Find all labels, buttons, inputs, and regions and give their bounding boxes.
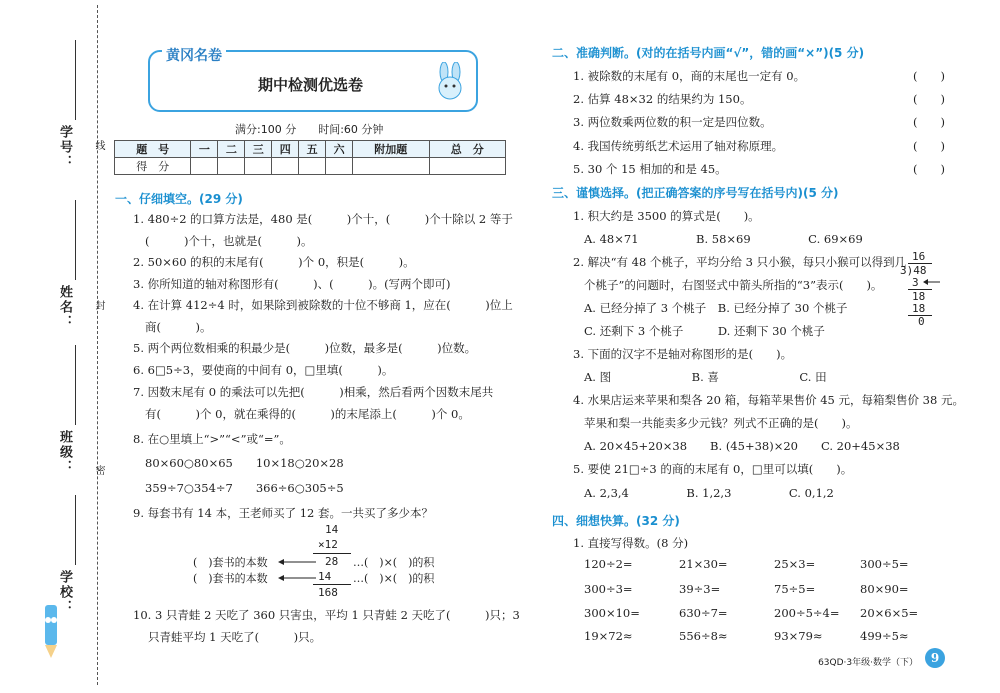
sec1-line: 商( )。: [145, 320, 212, 334]
sec3-line: 1. 积大约是 3500 的算式是( )。: [573, 209, 760, 223]
score-cell: 附加题: [353, 141, 429, 158]
sec3-line: A. 20×45+20×38 B. (45+38)×20 C. 20+45×38: [584, 439, 900, 453]
sec3-line: A. 已经分掉了 3 个桃子 B. 已经分掉了 30 个桃子: [584, 301, 848, 315]
student-id-line: [75, 40, 76, 120]
div-calc-row: 18: [912, 302, 926, 315]
calc-item: 20×6×5=: [860, 606, 919, 620]
sec1-line: ( )个十，也就是( )。: [145, 234, 313, 248]
score-input-cell[interactable]: [245, 158, 272, 175]
score-value-row: [115, 158, 506, 175]
cut-mark-seal: 封: [93, 300, 104, 310]
answer-paren[interactable]: ( ): [913, 115, 945, 129]
section-1-title: 一、仔细填空。(29 分): [115, 192, 243, 206]
class-line: [75, 345, 76, 425]
exam-meta: 满分:100 分 时间:60 分钟: [235, 123, 384, 136]
q9-right-2: …( )×( )的积: [353, 572, 435, 585]
pencil-mascot-icon: [36, 600, 66, 660]
score-cell: 五: [299, 141, 326, 158]
div-calc-row: 16: [912, 250, 926, 263]
sec1-line: 359÷7○354÷7 366÷6○305÷5: [145, 481, 344, 495]
school-label: 学校：: [57, 570, 72, 615]
q9-label-1: ( )套书的本数: [193, 556, 268, 569]
calc-item: 25×3=: [774, 557, 816, 571]
score-cell: 四: [272, 141, 299, 158]
sec1-line: 8. 在○里填上“>”“<”或“=”。: [133, 432, 291, 446]
answer-paren[interactable]: ( ): [913, 69, 945, 83]
calc-item: 21×30=: [679, 557, 728, 571]
score-cell: 六: [326, 141, 353, 158]
div-calc-row: 0: [918, 315, 925, 328]
score-input-cell[interactable]: [326, 158, 353, 175]
school-line: [75, 495, 76, 565]
q9-calc-row: 14: [325, 523, 339, 536]
sec4-sub: 1. 直接写得数。(8 分): [573, 536, 689, 550]
div-calc-row: 3)48: [900, 264, 927, 277]
brand-logo: 黄冈名卷: [162, 45, 226, 65]
sec3-line: A. 2,3,4 B. 1,2,3 C. 0,1,2: [584, 486, 834, 500]
calc-item: 80×90=: [860, 582, 909, 596]
sec1-line: 2. 50×60 的积的末尾有( )个 0，积是( )。: [133, 255, 415, 269]
calc-item: 300×10=: [584, 606, 640, 620]
calc-item: 300÷5=: [860, 557, 909, 571]
sec1-line: 有( )个 0，就在乘得的( )的末尾添上( )个 0。: [145, 407, 470, 421]
sec3-line: A. 图 B. 喜 C. 田: [584, 370, 827, 384]
calc-item: 39÷3=: [679, 582, 721, 596]
div-calc-row: 3: [912, 276, 919, 289]
score-cell: 总 分: [429, 141, 506, 158]
sec3-line: 苹果和梨一共能卖多少元钱？列式不正确的是( )。: [584, 416, 858, 430]
section-4-title: 四、细想快算。(32 分): [552, 514, 680, 528]
sec1-line: 10. 3 只青蛙 2 天吃了 360 只害虫，平均 1 只青蛙 2 天吃了( )只；3: [133, 608, 520, 622]
q9-arrows: [278, 556, 318, 584]
answer-paren[interactable]: ( ): [913, 92, 945, 106]
score-cell: 得 分: [115, 158, 191, 175]
score-input-cell[interactable]: [353, 158, 429, 175]
q9-calc-row: ×12: [318, 538, 338, 551]
score-cell: 题 号: [115, 141, 191, 158]
page-title: 期中检测优选卷: [258, 76, 364, 94]
sec1-line: 7. 因数末尾有 0 的乘法可以先把( )相乘，然后看两个因数末尾共: [133, 385, 494, 399]
score-input-cell[interactable]: [429, 158, 506, 175]
q9-calc-row: 28: [325, 555, 339, 568]
sec1-line: 1. 480÷2 的口算方法是，480 是( )个十，( )个十除以 2 等于: [133, 212, 513, 226]
sec3-line: 4. 水果店运来苹果和梨各 20 箱，每箱苹果售价 45 元，每箱梨售价 38 元。: [573, 393, 964, 407]
arrow-icon: [922, 276, 940, 288]
bunny-mascot-icon: [430, 62, 472, 106]
footer-text: 63QD·3年级·数学（下）: [818, 658, 918, 668]
sec1-line: 5. 两个两位数相乘的积最少是( )位数，最多是( )位数。: [133, 341, 477, 355]
sec2-item: 2. 估算 48×32 的结果约为 150。: [573, 92, 752, 106]
answer-paren[interactable]: ( ): [913, 139, 945, 153]
sec1-line: 6. 6□5÷3，要使商的中间有 0，□里填( )。: [133, 363, 394, 377]
sec1-line: 4. 在计算 412÷4 时，如果除到被除数的十位不够商 1，应在( )位上: [133, 298, 513, 312]
score-input-cell[interactable]: [272, 158, 299, 175]
sec2-item: 3. 两位数乘两位数的积一定是四位数。: [573, 115, 772, 129]
score-input-cell[interactable]: [218, 158, 245, 175]
q9-calc-rule: [313, 553, 351, 554]
sec2-item: 1. 被除数的末尾有 0，商的末尾也一定有 0。: [573, 69, 806, 83]
calc-item: 200÷5÷4=: [774, 606, 840, 620]
calc-item: 499÷5≈: [860, 629, 909, 643]
binding-dashed-line: [97, 5, 98, 685]
score-input-cell[interactable]: [299, 158, 326, 175]
section-2-title: 二、准确判断。(对的在括号内画“√”，错的画“×”)(5 分): [552, 46, 865, 60]
cut-mark-line: 线: [93, 140, 104, 150]
score-table: [114, 140, 506, 175]
div-calc-row: 18: [912, 290, 926, 303]
calc-item: 120÷2=: [584, 557, 633, 571]
score-cell: 一: [191, 141, 218, 158]
sec1-line: 3. 你所知道的轴对称图形有( )、( )。(写两个即可): [133, 277, 451, 291]
sec1-line: 9. 每套书有 14 本，王老师买了 12 套。一共买了多少本？: [133, 506, 434, 520]
score-cell: 三: [245, 141, 272, 158]
sec1-line: 80×60○80×65 10×18○20×28: [145, 456, 344, 470]
score-input-cell[interactable]: [191, 158, 218, 175]
name-line: [75, 200, 76, 280]
class-label: 班级：: [57, 430, 72, 475]
answer-paren[interactable]: ( ): [913, 162, 945, 176]
student-id-label: 学号：: [57, 125, 72, 170]
calc-item: 19×72≈: [584, 629, 633, 643]
calc-item: 75÷5=: [774, 582, 816, 596]
score-header-row: [115, 141, 506, 158]
sec3-line: 个桃子”的问题时，右图竖式中箭头所指的“3”表示( )。: [584, 278, 883, 292]
name-label: 姓名：: [57, 285, 72, 330]
sec3-line: C. 还剩下 3 个桃子 D. 还剩下 30 个桃子: [584, 324, 825, 338]
sec3-line: A. 48×71 B. 58×69 C. 69×69: [584, 232, 863, 246]
sec3-line: 2. 解决“有 48 个桃子，平均分给 3 只小猴，每只小猴可以得到几: [573, 255, 907, 269]
calc-item: 630÷7=: [679, 606, 728, 620]
calc-item: 556÷8≈: [679, 629, 728, 643]
sec1-line: 只青蛙平均 1 天吃了( )只。: [148, 630, 322, 644]
q9-calc-row: 14: [318, 570, 332, 583]
sec3-line: 3. 下面的汉字不是轴对称图形的是( )。: [573, 347, 793, 361]
score-cell: 二: [218, 141, 245, 158]
q9-calc-row: 168: [318, 586, 338, 599]
q9-calc-rule: [313, 584, 351, 585]
page-number: 9: [925, 648, 945, 668]
sec2-item: 5. 30 个 15 相加的和是 45。: [573, 162, 727, 176]
calc-item: 93×79≈: [774, 629, 823, 643]
calc-item: 300÷3=: [584, 582, 633, 596]
q9-label-2: ( )套书的本数: [193, 572, 268, 585]
sec2-item: 4. 我国传统剪纸艺术运用了轴对称原理。: [573, 139, 784, 153]
div-calc-rule: [908, 263, 932, 264]
sec3-line: 5. 要使 21□÷3 的商的末尾有 0，□里可以填( )。: [573, 462, 853, 476]
q9-right-1: …( )×( )的积: [353, 556, 435, 569]
section-3-title: 三、谨慎选择。(把正确答案的序号写在括号内)(5 分): [552, 186, 839, 200]
cut-mark-secret: 密: [93, 465, 104, 475]
